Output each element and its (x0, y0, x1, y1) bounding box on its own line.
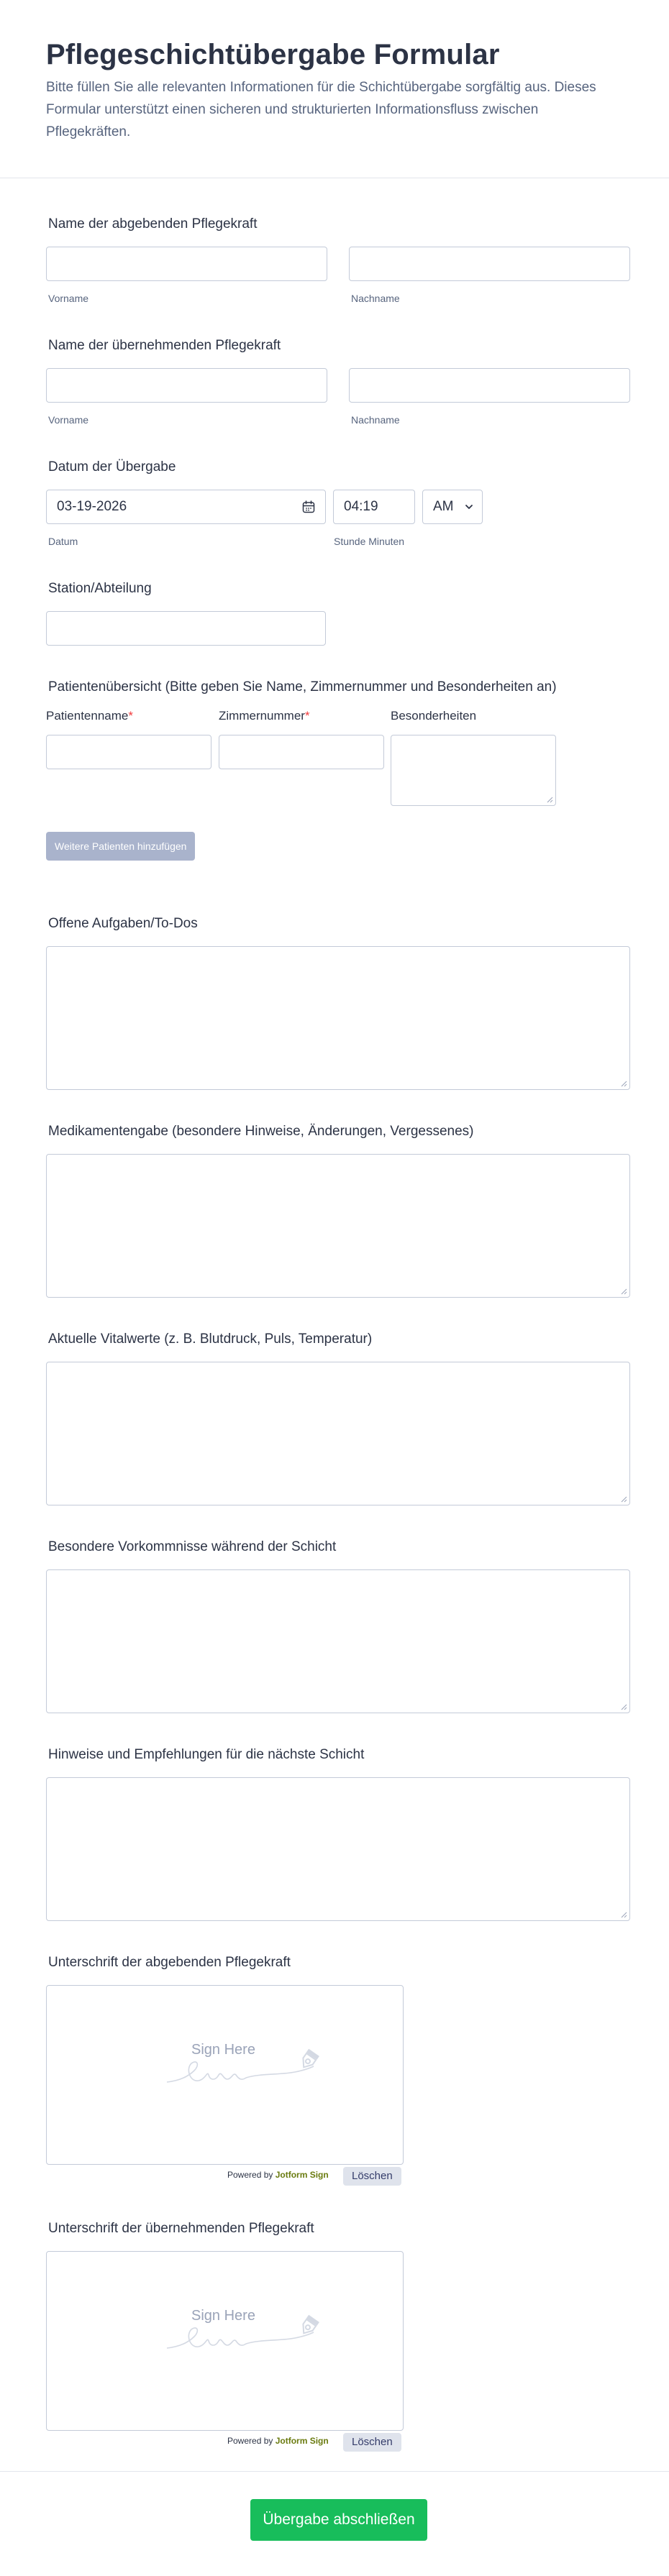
recommendations-textarea[interactable] (46, 1777, 630, 1921)
station-section (46, 580, 630, 652)
sign-here-placeholder: Sign Here (191, 2308, 255, 2324)
receiving-nurse-label: Name der übernehmenden Pflegekraft (48, 338, 281, 353)
ampm-select[interactable] (422, 490, 483, 524)
giving-first-name-sublabel: Vorname (48, 293, 89, 304)
resize-handle-icon[interactable] (620, 1911, 627, 1918)
signature-pen-icon (165, 2306, 331, 2357)
medication-section (46, 1123, 630, 1303)
submit-button[interactable]: Übergabe abschließen (250, 2499, 427, 2541)
incidents-textarea[interactable] (46, 1569, 630, 1713)
time-sublabel: Stunde Minuten (334, 536, 405, 547)
station-input[interactable] (46, 611, 326, 646)
patients-label: Patientenübersicht (Bitte geben Sie Name, Zimmernummer und Besonderheiten an) (48, 679, 557, 695)
room-number-column-header: Zimmernummer* (219, 709, 310, 723)
signature-pen-icon (165, 2040, 331, 2091)
giving-nurse-section (46, 216, 630, 309)
special-notes-column-header: Besonderheiten (391, 709, 477, 723)
recommendations-label: Hinweise und Empfehlungen für die nächste Schicht (48, 1747, 365, 1762)
date-input[interactable] (46, 490, 326, 524)
required-marker: * (304, 709, 310, 723)
giving-signature-label: Unterschrift der abgebenden Pflegekraft (48, 1955, 291, 1970)
clear-signature-button[interactable]: Löschen (343, 2433, 401, 2452)
giving-signature-section (46, 1954, 630, 2191)
special-notes-textarea[interactable] (391, 735, 556, 806)
receiving-signature-section (46, 2220, 630, 2457)
tasks-textarea[interactable] (46, 946, 630, 1090)
required-marker: * (128, 709, 133, 723)
vitals-label: Aktuelle Vitalwerte (z. B. Blutdruck, Puls, Temperatur) (48, 1331, 373, 1347)
station-label: Station/Abteilung (48, 581, 152, 596)
patient-name-input[interactable] (46, 735, 211, 769)
receiving-nurse-section (46, 337, 630, 431)
sign-here-placeholder: Sign Here (191, 2042, 255, 2058)
jotform-sign-link: Jotform Sign (275, 2436, 329, 2446)
resize-handle-icon[interactable] (620, 1080, 627, 1087)
time-value: 04:19 (344, 499, 378, 514)
resize-handle-icon[interactable] (620, 1288, 627, 1295)
jotform-sign-link: Jotform Sign (275, 2170, 329, 2180)
room-number-input[interactable] (219, 735, 384, 769)
medication-textarea[interactable] (46, 1154, 630, 1298)
clear-signature-button[interactable]: Löschen (343, 2167, 401, 2186)
giving-nurse-label: Name der abgebenden Pflegekraft (48, 216, 258, 232)
incidents-label: Besondere Vorkommnisse während der Schicht (48, 1539, 337, 1554)
handover-date-section (46, 459, 630, 552)
vitals-section (46, 1331, 630, 1511)
patients-section (46, 679, 630, 866)
handover-date-label: Datum der Übergabe (48, 459, 176, 475)
vitals-textarea[interactable] (46, 1362, 630, 1505)
receiving-last-name-input[interactable] (349, 368, 630, 403)
giving-last-name-input[interactable] (349, 247, 630, 281)
chevron-down-icon (465, 503, 473, 510)
date-value: 03-19-2026 (57, 499, 127, 514)
add-patient-button[interactable]: Weitere Patienten hinzufügen (46, 832, 195, 861)
incidents-section (46, 1539, 630, 1718)
patient-name-column-header: Patientenname* (46, 709, 133, 723)
form-description: Bitte füllen Sie alle relevanten Informationen für die Schichtübergabe sorgfältig aus. Dieses Formular unterstützt einen sicheren und strukturierten Informationsfluss zwischen Pflegekräften. (46, 80, 596, 139)
tasks-section (46, 915, 630, 1095)
receiving-first-name-sublabel: Vorname (48, 414, 89, 426)
receiving-first-name-input[interactable] (46, 368, 327, 403)
powered-by-text: Powered by Jotform Sign (227, 2436, 329, 2446)
receiving-signature-pad[interactable] (46, 2251, 404, 2431)
resize-handle-icon[interactable] (546, 796, 553, 803)
giving-signature-pad[interactable] (46, 1985, 404, 2165)
resize-handle-icon[interactable] (620, 1703, 627, 1710)
powered-by-text: Powered by Jotform Sign (227, 2170, 329, 2180)
receiving-signature-label: Unterschrift der übernehmenden Pflegekraft (48, 2221, 314, 2236)
resize-handle-icon[interactable] (620, 1495, 627, 1503)
form-header (0, 0, 669, 178)
tasks-label: Offene Aufgaben/To-Dos (48, 916, 198, 931)
receiving-last-name-sublabel: Nachname (351, 414, 400, 426)
form-title: Pflegeschichtübergabe Formular (46, 39, 500, 70)
giving-last-name-sublabel: Nachname (351, 293, 400, 304)
recommendations-section (46, 1746, 630, 1926)
time-input[interactable] (333, 490, 415, 524)
giving-first-name-input[interactable] (46, 247, 327, 281)
calendar-icon[interactable] (302, 500, 315, 513)
form-footer (0, 2471, 669, 2576)
date-sublabel: Datum (48, 536, 78, 547)
ampm-value: AM (433, 499, 454, 514)
medication-label: Medikamentengabe (besondere Hinweise, Änderungen, Vergessenes) (48, 1124, 474, 1139)
